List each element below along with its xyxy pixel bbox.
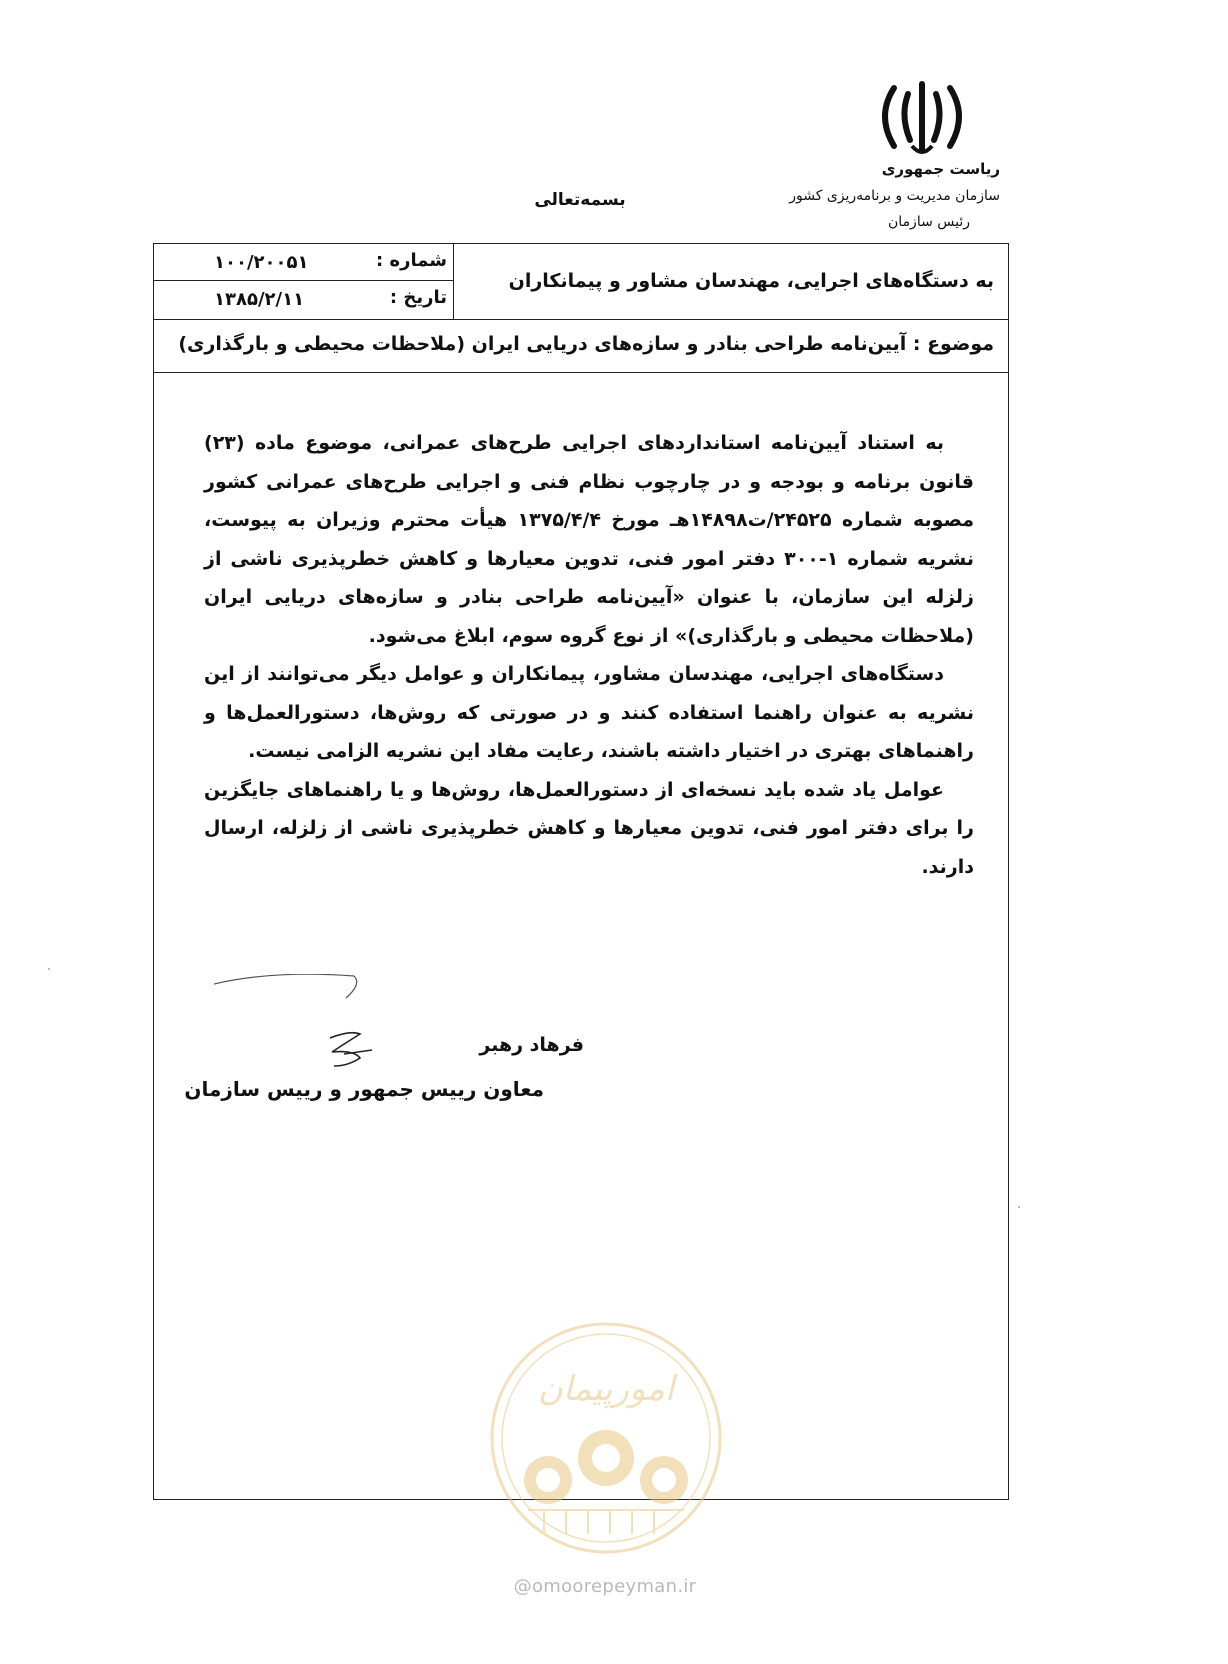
body-paragraph-1: [204, 424, 974, 655]
number-row: [154, 244, 453, 281]
date-value: ۱۳۸۵/۲/۱۱: [214, 289, 305, 310]
scan-speck: [1018, 1206, 1020, 1208]
head-of-organization-label: رئیس سازمان: [888, 214, 970, 230]
scan-speck: [48, 968, 50, 970]
paragraph-1-end: » از نوع گروه سوم، ابلاغ می‌شود.: [368, 624, 688, 647]
signatory-name: فرهاد رهبر: [479, 1034, 584, 1056]
body-paragraph-2: دستگاه‌های اجرایی، مهندسان مشاور، پیمانکاران و عوامل دیگر می‌توانند از این نشریه به عنوان راهنما استفاده کنند و در صورتی که روش‌ها، دستورالعمل‌ها و راهنماهای بهتری در اختیار داشته باشند، رعایت مفاد این نشریه الزامی نیست.: [204, 663, 974, 762]
subject-line: موضوع : آیین‌نامه طراحی بنادر و سازه‌های دریایی ایران (ملاحظات محیطی و بارگذاری): [178, 333, 994, 355]
number-label: شماره :: [376, 250, 447, 271]
paragraph-1-text: به استناد آیین‌نامه استانداردهای اجرایی طرح‌های عمرانی، موضوع ماده (۲۳) قانون برنامه و بودجه و در چارچوب نظام فنی و اجرایی طرح‌های عمرانی کشور مصوبه شماره ۲۴۵۲۵/ت۱۴۸۹۸هـ مورخ ۱۳۷۵/۴/۴ هیأت محترم وزیران به پیوست، نشریه شماره ۱-۳۰۰ دفتر امور فنی، تدوین معیارها و کاهش خطرپذیری ناشی از زلزله این سازمان، با عنوان «: [204, 432, 974, 608]
number-value: ۱۰۰/۲۰۰۵۱: [214, 252, 309, 273]
signatory-title: معاون رییس جمهور و رییس سازمان: [184, 1077, 544, 1101]
date-row: [154, 281, 453, 319]
subject-row: [154, 319, 1008, 373]
letter-body: [204, 424, 974, 886]
body-paragraph-3: عوامل یاد شده باید نسخه‌ای از دستورالعمل‌ها، روش‌ها و یا راهنماهای جایگزین را برای دفتر امور فنی، تدوین معیارها و کاهش خطرپذیری ناشی از زلزله، ارسال دارند.: [204, 778, 974, 878]
publication-title: آیین‌نامه طراحی بنادر و سازه‌های دریایی ایران (ملاحظات محیطی و بارگذاری): [204, 586, 974, 647]
date-label: تاریخ :: [389, 287, 447, 308]
watermark-website: @omoorepeyman.ir: [513, 1576, 697, 1597]
watermark-seal-icon: [488, 1320, 724, 1556]
letter-header-row: [154, 244, 1008, 320]
number-date-box: [154, 244, 454, 319]
letter-frame: [153, 243, 1009, 1500]
iran-emblem-icon: [872, 80, 972, 160]
presidency-label: ریاست جمهوری: [881, 160, 1000, 178]
watermark-stamp-text: امورپیمان: [537, 1369, 675, 1409]
organization-label: سازمان مدیریت و برنامه‌ریزی کشور: [789, 188, 1000, 204]
basmala: بسمه‌تعالی: [534, 190, 626, 210]
recipients-line: به دستگاه‌های اجرایی، مهندسان مشاور و پیمانکاران: [508, 270, 994, 292]
